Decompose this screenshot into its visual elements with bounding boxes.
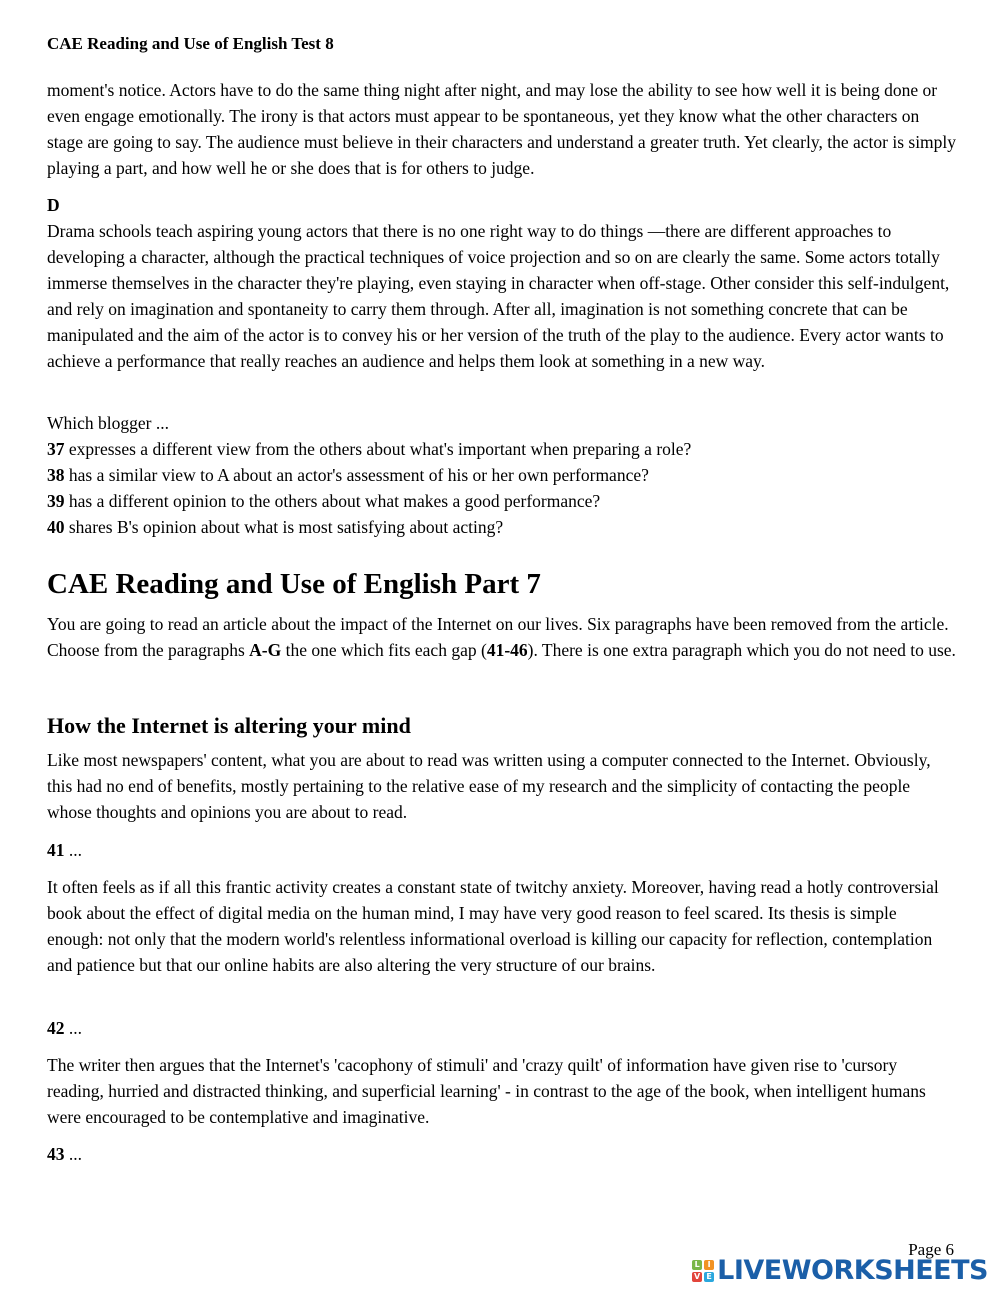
article-paragraph-3: The writer then argues that the Internet's 'cacophony of stimuli' and 'crazy quilt' of information have given rise to 'cursory reading, hurried and distracted thinking, and superficial learning' - in contrast to the age of the book, when intelligent humans were encouraged to be contemplative and imaginative.	[47, 1055, 926, 1127]
section-d	[47, 192, 957, 374]
paragraph-c-continuation: moment's notice. Actors have to do the same thing night after night, and may lose the ability to see how well it is being done or even engage emotionally. The irony is that actors must appear to be spontaneous, yet they know what the other characters on stage are going to say. The audience must believe in their characters and understand a greater truth. Yet clearly, the actor is simply playing a part, and how well he or she does that is for others to judge.	[47, 80, 957, 178]
gap-41[interactable]	[47, 837, 82, 863]
gap-43[interactable]	[47, 1141, 82, 1167]
question-40	[47, 514, 957, 540]
gap-number: 41	[47, 840, 65, 860]
question-number: 39	[47, 491, 65, 511]
question-text: has a different opinion to the others about what makes a good performance?	[68, 491, 601, 511]
question-39	[47, 488, 957, 514]
instr-bold-1: A-G	[249, 640, 282, 660]
questions-block	[47, 410, 957, 540]
gap-dots: ...	[68, 840, 82, 860]
instr-bold-2: 41-46	[486, 640, 528, 660]
question-37	[47, 436, 957, 462]
gap-dots: ...	[68, 1144, 82, 1164]
logo-letter-l: L	[692, 1260, 702, 1270]
gap-dots: ...	[68, 1018, 82, 1038]
section-d-letter: D	[47, 195, 60, 215]
section-d-text: Drama schools teach aspiring young actors that there is no one right way to do things —there are different approaches to developing a character, although the practical techniques of voice projection and so on are clearly the same. Some actors totally immerse themselves in the character they're playing, even staying in character when off-stage. Other consider this self-indulgent, and rely on imagination and spontaneity to carry them through. After all, imagination is not something concrete that can be manipulated and the aim of the actor is to convey his or her version of the truth of the play to the audience. Every actor wants to achieve a performance that really reaches an audience and helps them look at something in a new way.	[47, 221, 950, 371]
article-paragraph-1: Like most newspapers' content, what you are about to read was written using a computer connected to the Internet. Obviously, this had no end of benefits, mostly pertaining to the relative ease of my research and the simplicity of contacting the people whose thoughts and opinions you are about to read.	[47, 750, 931, 822]
question-text: has a similar view to A about an actor's assessment of his or her own performance?	[68, 465, 649, 485]
instr-text-3: ). There is one extra paragraph which you do not need to use.	[527, 640, 956, 660]
question-38	[47, 462, 957, 488]
logo-mark-icon	[692, 1260, 714, 1282]
question-number: 37	[47, 439, 65, 459]
question-number: 40	[47, 517, 65, 537]
document-header: CAE Reading and Use of English Test 8	[47, 34, 334, 53]
gap-42[interactable]	[47, 1015, 82, 1041]
question-number: 38	[47, 465, 65, 485]
question-text: expresses a different view from the others about what's important when preparing a role?	[68, 439, 692, 459]
article-title: How the Internet is altering your mind	[47, 713, 411, 738]
logo-letter-i: I	[704, 1260, 714, 1270]
logo-text: LIVEWORKSHEETS	[717, 1255, 988, 1286]
questions-intro: Which blogger ...	[47, 413, 169, 433]
logo-letter-v: V	[694, 1271, 701, 1281]
article-paragraph-2: It often feels as if all this frantic activity creates a constant state of twitchy anxiety. Moreover, having read a hotly controversial book about the effect of digital media on the human mind, I may have very good reason to feel scared. Its thesis is simple enough: not only that the modern world's relentless informational overload is killing our capacity for reflection, contemplation and patience but that our online habits are also altering the very structure of our brains.	[47, 877, 939, 975]
instr-text-2: the one which fits each gap (	[281, 640, 487, 660]
question-text: shares B's opinion about what is most satisfying about acting?	[68, 517, 504, 537]
instr-text-1: You are going to read an article about the impact of the Internet on our lives. Six paragraphs have been removed from the article. Choose from the paragraphs	[47, 614, 949, 660]
part7-instructions	[47, 611, 957, 663]
gap-number: 43	[47, 1144, 65, 1164]
logo-letter-e: E	[704, 1272, 714, 1282]
page-number: Page 6	[908, 1240, 954, 1259]
liveworksheets-logo[interactable]	[692, 1255, 988, 1286]
part7-title: CAE Reading and Use of English Part 7	[47, 568, 541, 600]
gap-number: 42	[47, 1018, 65, 1038]
